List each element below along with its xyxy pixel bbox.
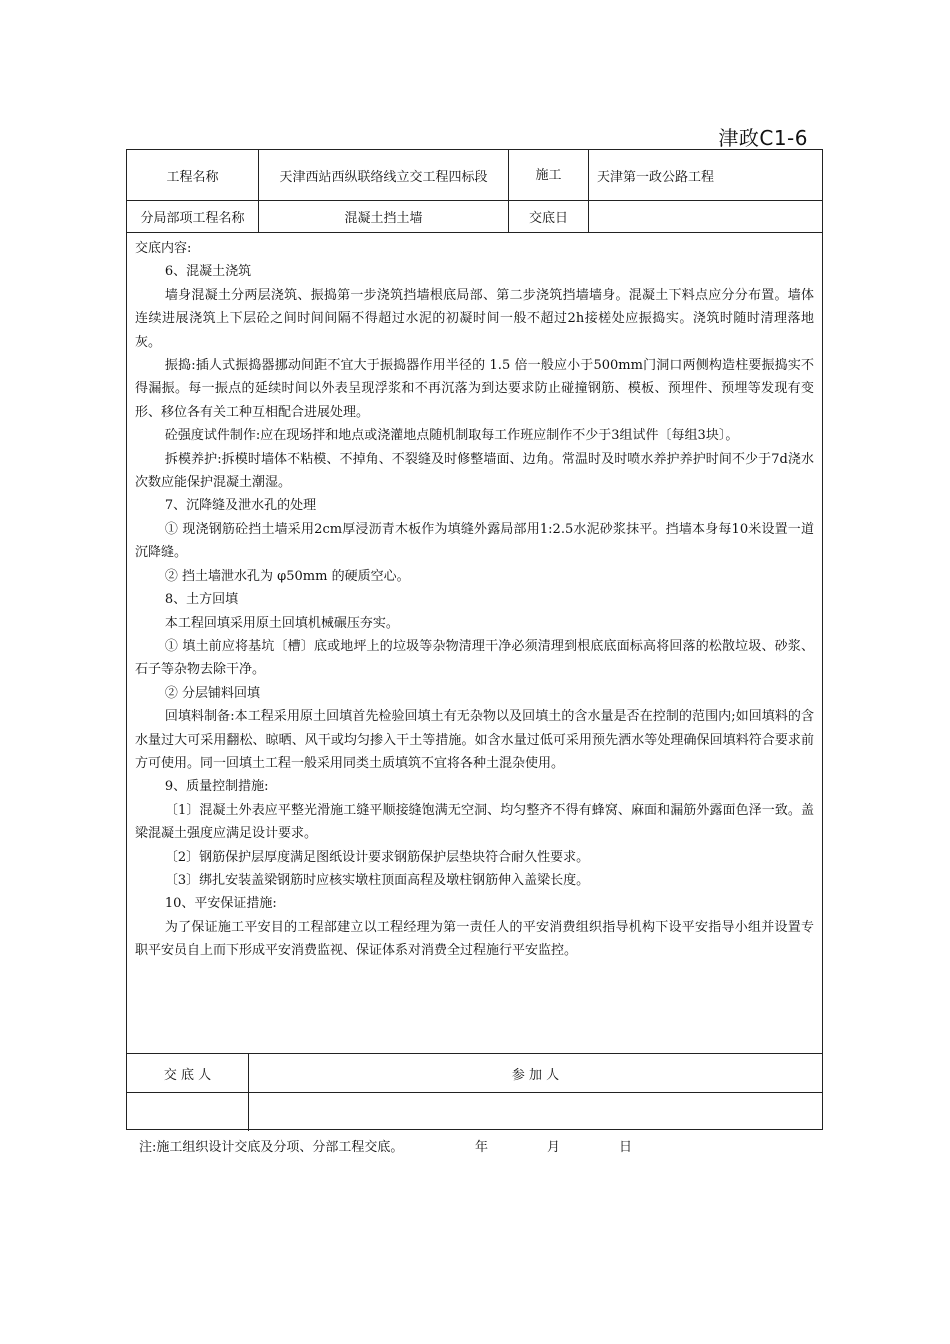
content-label: 交底内容:: [135, 241, 192, 256]
content-paragraph: 〔1〕混凝土外表应平整光滑施工缝平顺接缝饱满无空洞、均匀整齐不得有蜂窝、麻面和漏筋外露面色泽一致。盖梁混凝土强度应满足设计要求。: [135, 802, 814, 842]
content-paragraph: 振捣:插人式振捣器挪动间距不宜大于振捣器作用半径的 1.5 倍一般应小于500mm门洞口两侧构造柱要振捣实不得漏振。每一振点的延续时间以外表呈现浮浆和不再沉落为到达要求防止碰撞钢筋、模板、预埋件、预埋等发现有变形、移位各有关工种互相配合进展处理。: [135, 358, 814, 420]
content-paragraph: ② 挡土墙泄水孔为 φ50mm 的硬质空心。: [164, 568, 410, 584]
content-paragraph: ② 分层铺料回填: [164, 685, 261, 701]
content-paragraph: 砼强度试件制作:应在现场拌和地点或浇灌地点随机制取每工作班应制作不少于3组试件〔每组3块〕。: [164, 428, 739, 444]
footer-note: 注:施工组织设计交底及分项、分部工程交底。: [139, 1140, 404, 1155]
footer-day: 日: [619, 1140, 633, 1155]
content-paragraph: 拆模养护:拆模时墙体不粘模、不掉角、不裂缝及时修整墙面、边角。常温时及时喷水养护养护时间不少于7d浇水次数应能保护混凝土潮湿。: [135, 451, 814, 491]
header-row-2: [127, 200, 822, 233]
content-paragraph: 9、质量控制措施:: [164, 779, 269, 795]
content-paragraph: ① 现浇钢筋砼挡土墙采用2cm厚浸沥青木板作为填缝外露局部用1:2.5水泥砂浆抹平。挡墙本身每10米设置一道沉降缝。: [135, 521, 814, 561]
sign-value-row: [127, 1091, 822, 1131]
project-name-value: 天津西站西纵联络线立交工程四标段: [259, 150, 509, 200]
participants-label: 参 加 人: [511, 1067, 560, 1083]
footer-month: 月: [547, 1140, 561, 1155]
content-paragraph: 墙身混凝土分两层浇筑、振捣第一步浇筑挡墙根底局部、第二步浇筑挡墙墙身。混凝土下料点应分分布置。墙体连续进展浇筑上下层砼之间时间间隔不得超过水泥的初凝时间一般不超过2h接槎处应振捣实。浇筑时随时清理落地灰。: [135, 287, 814, 350]
content-paragraph: 7、沉降缝及泄水孔的处理: [164, 498, 317, 514]
participants-value: [249, 1091, 822, 1131]
handover-person-label: 交 底 人: [127, 1054, 249, 1092]
content-paragraph: ① 填土前应将基坑〔槽〕底或地坪上的垃圾等杂物清理干净必须清理到根底底面标高将回落的松散垃圾、砂浆、石子等杂物去除干净。: [135, 638, 814, 678]
content-paragraph: 〔2〕钢筋保护层厚度满足图纸设计要求钢筋保护层垫块符合耐久性要求。: [164, 849, 590, 865]
content-paragraph: 10、平安保证措施:: [164, 896, 277, 912]
construction-label: 施工: [509, 150, 589, 200]
content-paragraph: 6、混凝土浇筑: [164, 264, 252, 280]
handover-date-value: [589, 200, 822, 232]
content-paragraph: 为了保证施工平安目的工程部建立以工程经理为第一责任人的平安消费组织指导机构下设平安指导小组并设置专职平安员自上而下形成平安消费监视、保证体系对消费全过程施行平安监控。: [135, 919, 814, 959]
project-name-label: 工程名称: [127, 150, 259, 200]
form-code: 津政C1-6: [718, 126, 808, 150]
handover-person-value: [127, 1091, 249, 1131]
footer-year: 年: [475, 1140, 489, 1155]
construction-value: 天津第一政公路工程: [597, 169, 715, 185]
content-paragraph: 回填料制备:本工程采用原土回填首先检验回填土有无杂物以及回填土的含水量是否在控制的范围内;如回填料的含水量过大可采用翻松、晾晒、风干或均匀掺入干土等措施。如含水量过低可采用预先洒水等处理确保回填料符合要求前方可使用。同一回填土工程一般采用同类土质填筑不宜将各种土混杂使用。: [135, 709, 814, 771]
sub-project-label: 分局部项工程名称: [127, 200, 259, 232]
header-row-1: [127, 150, 822, 201]
handover-date-label: 交底日: [509, 200, 589, 232]
sub-project-value: 混凝土挡土墙: [259, 200, 509, 232]
content-paragraph: 8、土方回填: [164, 592, 239, 608]
sign-header-row: [127, 1053, 822, 1093]
content-paragraph: 本工程回填采用原土回填机械碾压夯实。: [164, 615, 399, 631]
handover-form: [126, 149, 823, 1130]
content-paragraph: 〔3〕绑扎安装盖梁钢筋时应核实墩柱顶面高程及墩柱钢筋伸入盖梁长度。: [164, 872, 590, 888]
